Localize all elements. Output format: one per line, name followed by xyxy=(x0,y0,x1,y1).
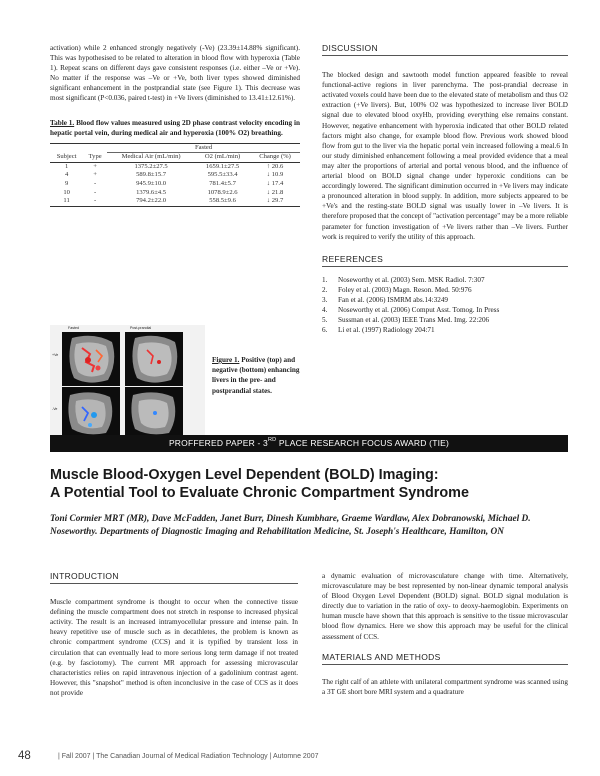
references-heading: REFERENCES xyxy=(322,254,568,267)
methods-heading: MATERIALS AND METHODS xyxy=(322,652,568,665)
reference-text: Foley et al. (2003) Magn. Reson. Med. 50:976 xyxy=(338,285,472,294)
table-cell: 1379.6±4.5 xyxy=(136,188,167,196)
right-column-bottom xyxy=(322,571,568,697)
page-number: 48 xyxy=(18,750,31,762)
article-authors: Toni Cormier MRT (MR), Dave McFadden, Janet Burr, Dinesh Kumbhare, Graeme Wardlaw, Alex Dobranowski, Michael D. Noseworthy. Departments of Diagnostic Imaging and Rehabilitation Medicine, St. Joseph's Healthcare, Hamilton, ON xyxy=(50,514,531,537)
right-column-top xyxy=(322,43,568,335)
table-cell: 595.5±33.4 xyxy=(207,171,238,179)
reference-item xyxy=(322,325,568,335)
article-title xyxy=(50,466,568,502)
table-cell: 589.8±15.7 xyxy=(136,171,167,179)
reference-text: Li et al. (1997) Radiology 204:71 xyxy=(338,326,435,335)
banner-text-end: PLACE RESEARCH FOCUS AWARD (TIE) xyxy=(276,438,450,448)
figure-row-label: +Ve xyxy=(52,353,59,357)
results-paragraph: activation) while 2 enhanced strongly negatively (-Ve) (23.39±14.88% significant). This was hypothesised to be related to alteration in blood flow with hyperoxia (Table 1). Repeat scans on different days gave consistent responses (i.e. either –Ve or +Ve). No matter if the response was –Ve or +Ve, both liver types showed diminished significant enhancement in the postprandial state (see Figure 1). This decrease was most significant (P<0.036, paired t-test) in +Ve livers (diminished to 13.41±12.61%). xyxy=(50,44,300,103)
reference-number: 3. xyxy=(322,295,328,304)
reference-item xyxy=(322,275,568,285)
references-list xyxy=(322,275,568,336)
col-header: Type xyxy=(88,152,102,160)
figure-label: Figure 1. xyxy=(212,356,240,364)
award-banner xyxy=(50,435,568,452)
footer-journal: | Fall 2007 | The Canadian Journal of Medical Radiation Technology | Automne 2007 xyxy=(58,753,319,760)
reference-text: Sussman et al. (2003) IEEE Trans Med. Img. 22:206 xyxy=(338,316,490,325)
table-cell: 1 xyxy=(50,162,83,171)
reference-item xyxy=(322,305,568,315)
table-cell: - xyxy=(83,197,107,206)
table-cell: 1375.2±27.5 xyxy=(107,162,195,171)
fasted-header: Fasted xyxy=(107,143,300,153)
col-header: Change (%) xyxy=(259,153,291,161)
reference-item xyxy=(322,285,568,295)
table-cell: ↓ 29.7 xyxy=(250,197,300,206)
col-header: Subject xyxy=(56,152,77,160)
table-row xyxy=(50,171,300,180)
table-cell: + xyxy=(93,171,98,179)
banner-text: PROFFERED PAPER - 3 xyxy=(168,438,268,448)
reference-number: 5. xyxy=(322,316,328,325)
title-line: Muscle Blood-Oxygen Level Dependent (BOLD) Imaging: xyxy=(50,467,439,483)
figure-caption-text: Positive (top) and negative (bottom) enhancing livers in the pre- and postprandial states. xyxy=(212,356,300,395)
table-cell: 781.4±5.7 xyxy=(209,179,236,187)
discussion-heading: DISCUSSION xyxy=(322,43,568,56)
figure-caption xyxy=(212,355,304,396)
table-cell: ↓ 21.8 xyxy=(266,188,284,196)
table-cell: 945.9±10.0 xyxy=(136,179,167,187)
table-cell: 794.2±22.0 xyxy=(107,197,195,206)
page-footer xyxy=(0,748,600,768)
table-cell: 4 xyxy=(64,171,69,179)
table-cell: 558.5±9.6 xyxy=(195,197,250,206)
left-column-top xyxy=(50,43,300,207)
table-cell: ↓ 10.9 xyxy=(266,171,284,179)
title-line: A Potential Tool to Evaluate Chronic Compartment Syndrome xyxy=(50,485,469,501)
table-cell: ↓ 17.4 xyxy=(266,179,284,187)
reference-number: 6. xyxy=(322,326,328,335)
col-header: O2 (mL/min) xyxy=(204,153,241,161)
reference-number: 4. xyxy=(322,306,328,315)
mri-panel-top-right xyxy=(125,332,183,386)
figure-col-label: Post-prandial xyxy=(130,326,152,330)
table-row xyxy=(50,197,300,206)
mri-panel-top-left xyxy=(62,332,120,386)
blood-flow-table xyxy=(50,143,300,207)
discussion-paragraph: The blocked design and sawtooth model function appeared feasible to reveal functional-active regions in liver parenchyma. The post-prandial decrease in activated voxels could have been due to the elevated state of metabolism and thus O2 extraction (+Ve livers). But, 100% O2 was hypothesized to increase liver BOLD signal due to elevated blood oxyHb, providing everything else remains constant. However, negative enhancement with hyperoxia indicated that other BOLD related factors might also change, for example blood flow. Previous work showed blood flow from gut to the liver via the hepatic portal vein increased following a meal.6 In our study diminished enhancement following a meal provided evidence that a meal may alter the proportions of arterial and portal venous blood, and the influence of arterial blood on BOLD signal change under hyperoxic conditions can be accordingly lowered. The significant diminution occurred in +Ve livers may indicate a pronounced alteration in blood supply. In addition, more subjects appeared to be +Ve's and the resting-state BOLD signal was usually lower in –Ve livers. It is therefore proposed that the concept of "activation percentage" may be a more reliable parameter for function investigation of +Ve livers rather than –Ve livers. Further work is required to verify the utility of this approach. xyxy=(322,71,568,241)
reference-text: Noseworthy et al. (2003) Sem. MSK Radiol. 7:307 xyxy=(338,275,485,284)
introduction-continued: a dynamic evaluation of microvasculature change with time. Alternatively, microvasculature may be best represented by non-linear dynamic temporal analysis of Blood Oxygen Level Dependent (BOLD) signal. BOLD signal modulation is directly due to variation in the ratio of oxy- to deoxy-haemoglobin. Experiments on human muscle have shown that this approach is sensitive to the tissue microvascular blood flow dynamics. Here we show this approach may be useful for the clinical assessment of CCS. xyxy=(322,572,568,641)
table-row xyxy=(50,162,300,171)
left-column-bottom xyxy=(50,571,298,698)
introduction-paragraph: Muscle compartment syndrome is thought to occur when the connective tissue defining the muscle compartment does not stretch in response to increased physical activity. The result is an increased intramyocellular pressure and intense pain. In heavy repetitive use of muscle such as in decathletes, the problem is known as chronic compartment syndrome (CCS) and it is typified by transient loss in circulation that can eventually lead to more serious long term damage if not treated (e.g. by fasciotomy). The current MR approach for assessing microvascular characteristics relies on rapid intravenous injection of a gadolinium contrast agent. However, this "snapshot" method is often inconclusive in the case of CCS as it does not provide xyxy=(50,598,298,697)
table-caption-text: Blood flow values measured using 2D phase contrast velocity encoding in hepatic portal vein, during medical air and hyperoxia (100% O2) breathing. xyxy=(50,118,301,137)
table-cell: ↑ 20.6 xyxy=(250,162,300,171)
col-header: Medical Air (mL/min) xyxy=(121,153,181,161)
reference-item xyxy=(322,315,568,325)
figure-1-image xyxy=(50,325,205,440)
table-cell: + xyxy=(83,162,107,171)
figure-col-label: Fasted xyxy=(68,326,79,330)
table-row xyxy=(50,180,300,189)
mri-panel-bottom-right xyxy=(125,387,183,439)
table-row xyxy=(50,189,300,198)
table-cell: 11 xyxy=(50,197,83,206)
reference-item xyxy=(322,295,568,305)
table-cell: 1659.1±27.5 xyxy=(195,162,250,171)
table-cell: 9 xyxy=(64,179,69,187)
table-cell: 10 xyxy=(63,188,70,196)
methods-paragraph: The right calf of an athlete with unilateral compartment syndrome was scanned using a 3T GE short bore MRI system and a quadrature xyxy=(322,677,568,696)
reference-text: Fan et al. (2006) ISMRM abs.14:3249 xyxy=(338,295,449,304)
table-label: Table 1. xyxy=(50,118,75,127)
table-caption xyxy=(50,118,300,138)
reference-text: Noseworthy et al. (2006) Comput Asst. Tomog. In Press xyxy=(338,306,500,315)
reference-number: 1. xyxy=(322,275,328,284)
introduction-heading: INTRODUCTION xyxy=(50,571,298,584)
table-cell: - xyxy=(94,179,97,187)
mri-panel-bottom-left xyxy=(62,387,120,439)
reference-number: 2. xyxy=(322,285,328,294)
table-cell: 1078.9±2.6 xyxy=(207,188,238,196)
banner-superscript: RD xyxy=(268,437,277,443)
table-cell: - xyxy=(94,188,97,196)
figure-row-label: -Ve xyxy=(52,407,58,411)
